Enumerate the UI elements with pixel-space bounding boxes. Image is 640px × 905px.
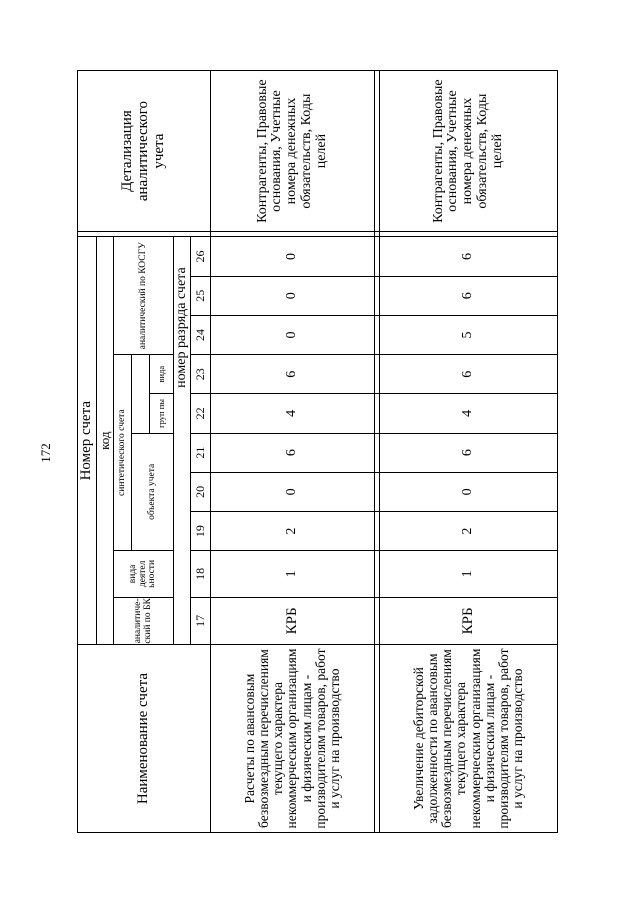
row-2-value-22: 4 (380, 394, 558, 433)
accounts-table (77, 70, 558, 833)
header-code: код (97, 237, 114, 645)
row-2-value-18: 1 (380, 551, 558, 597)
row-1-value-17: КРБ (211, 597, 375, 644)
row-2-account-name: Увеличение дебиторской задолженности по авансовым безвозмездным перечислениям текущего характера некоммерческим организациям и физическим лицам - производителям товаров, работ и услуг на производство (380, 645, 558, 833)
header-kosgu: аналитический по КОСГУ (114, 237, 174, 355)
header-account-number: Номер счета (78, 237, 97, 645)
digit-19: 19 (191, 511, 211, 550)
header-kind: вида (150, 355, 174, 394)
digit-23: 23 (191, 355, 211, 394)
header-group: груп пы (150, 394, 174, 433)
digit-18: 18 (191, 551, 211, 597)
header-account-name: Наименование счета (78, 645, 211, 833)
row-2-value-23: 6 (380, 355, 558, 394)
row-2-value-25: 6 (380, 276, 558, 315)
row-2-spacer (380, 232, 558, 237)
row-1-value-25: 0 (211, 276, 375, 315)
table-row (211, 71, 375, 833)
row-1-value-26: 0 (211, 237, 375, 276)
header-detail: Детализация аналитического учета (78, 71, 211, 232)
row-1-account-name: Расчеты по авансовым безвозмездным перечислениям текущего характера некоммерческим организациям и физическим лицам - производителям товаров, работ и услуг на производство (211, 645, 375, 833)
digit-20: 20 (191, 472, 211, 511)
row-2-value-17: КРБ (380, 597, 558, 644)
row-1-detail: Контрагенты, Правовые основания, Учетные номера денежных обязательств, Коды целей (211, 71, 375, 232)
header-synthetic: синтетического счета (114, 355, 132, 551)
row-2-value-21: 6 (380, 433, 558, 472)
row-2-value-20: 0 (380, 472, 558, 511)
row-2-detail: Контрагенты, Правовые основания, Учетные номера денежных обязательств, Коды целей (380, 71, 558, 232)
header-group-kind (132, 355, 150, 433)
digit-22: 22 (191, 394, 211, 433)
row-2-value-26: 6 (380, 237, 558, 276)
digit-26: 26 (191, 237, 211, 276)
row-1-value-20: 0 (211, 472, 375, 511)
header-digit-number: номер разряда счета (174, 237, 191, 645)
row-1-value-21: 6 (211, 433, 375, 472)
table-row (380, 71, 558, 833)
row-2-value-24: 5 (380, 315, 558, 354)
page-number: 172 (38, 443, 53, 463)
row-1-value-24: 0 (211, 315, 375, 354)
row-1-value-23: 6 (211, 355, 375, 394)
digit-21: 21 (191, 433, 211, 472)
row-2-value-19: 2 (380, 511, 558, 550)
digit-24: 24 (191, 315, 211, 354)
row-1-spacer (211, 232, 375, 237)
digit-25: 25 (191, 276, 211, 315)
header-analytical-bk: аналитический по БК (114, 597, 174, 644)
row-1-value-18: 1 (211, 551, 375, 597)
header-activity-type: вида деятел ьности (114, 551, 174, 597)
digit-17: 17 (191, 597, 211, 644)
header-accounting-object: объекта учета (132, 433, 174, 551)
row-1-value-19: 2 (211, 511, 375, 550)
row-1-value-22: 4 (211, 394, 375, 433)
